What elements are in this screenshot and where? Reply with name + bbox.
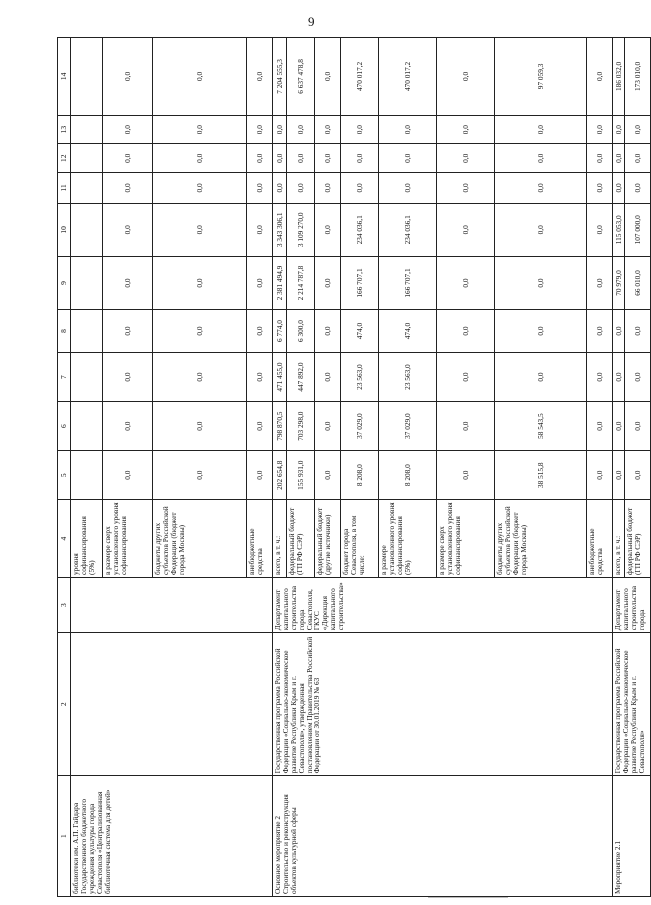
column-number: 4	[58, 500, 71, 578]
amount-cell: 0,0	[495, 115, 587, 144]
amount-cell: 166 707,1	[379, 256, 437, 309]
amount-cell: 0,0	[287, 173, 315, 204]
amount-cell	[71, 144, 103, 173]
activity-name: Мероприятие 2.1	[613, 776, 651, 897]
amount-cell: 0,0	[379, 115, 437, 144]
amount-cell: 0,0	[495, 144, 587, 173]
amount-cell: 0,0	[103, 115, 153, 144]
amount-cell: 0,0	[437, 115, 495, 144]
funding-source: всего, в т. ч.:	[613, 500, 625, 578]
funding-source: внебюджетные средства	[247, 500, 273, 578]
amount-cell: 0,0	[153, 144, 247, 173]
amount-cell: 0,0	[341, 144, 379, 173]
amount-cell: 0,0	[625, 115, 651, 144]
amount-cell: 0,0	[587, 310, 613, 353]
page-number: 9	[308, 14, 315, 29]
amount-cell: 0,0	[247, 402, 273, 451]
amount-cell: 155 931,0	[287, 451, 315, 500]
amount-cell: 0,0	[495, 256, 587, 309]
column-number: 11	[58, 173, 71, 204]
column-number: 6	[58, 402, 71, 451]
amount-cell: 0,0	[315, 38, 341, 116]
amount-cell: 0,0	[287, 144, 315, 173]
amount-cell: 0,0	[625, 451, 651, 500]
amount-cell: 202 654,8	[273, 451, 287, 500]
amount-cell: 0,0	[315, 310, 341, 353]
amount-cell: 474,0	[379, 310, 437, 353]
amount-cell: 0,0	[103, 256, 153, 309]
amount-cell: 8 208,0	[379, 451, 437, 500]
funding-source: федеральный бюджет (другие источники)	[315, 500, 341, 578]
funding-source: в размере установленного уровня софинансирования (5%)	[379, 500, 437, 578]
amount-cell: 7 204 555,3	[273, 38, 287, 116]
amount-cell: 66 010,0	[625, 256, 651, 309]
amount-cell: 97 059,3	[495, 38, 587, 116]
amount-cell: 0,0	[613, 451, 625, 500]
amount-cell: 234 036,1	[341, 203, 379, 256]
amount-cell: 0,0	[247, 144, 273, 173]
amount-cell: 0,0	[437, 310, 495, 353]
amount-cell: 0,0	[625, 144, 651, 173]
amount-cell	[71, 256, 103, 309]
amount-cell: 0,0	[437, 38, 495, 116]
amount-cell: 0,0	[587, 144, 613, 173]
table-row	[613, 38, 625, 897]
amount-cell: 0,0	[153, 451, 247, 500]
amount-cell: 0,0	[273, 173, 287, 204]
amount-cell: 0,0	[495, 173, 587, 204]
amount-cell	[71, 173, 103, 204]
funding-source: в размере сверх установленного уровня софинансирования	[103, 500, 153, 578]
amount-cell: 0,0	[247, 310, 273, 353]
amount-cell: 2 381 494,9	[273, 256, 287, 309]
amount-cell: 0,0	[587, 353, 613, 402]
funding-source: внебюджетные средства	[587, 500, 613, 578]
column-number: 12	[58, 144, 71, 173]
amount-cell: 470 017,2	[379, 38, 437, 116]
amount-cell: 470 017,2	[341, 38, 379, 116]
amount-cell: 0,0	[587, 115, 613, 144]
amount-cell: 0,0	[437, 173, 495, 204]
column-number: 10	[58, 203, 71, 256]
amount-cell	[71, 115, 103, 144]
amount-cell: 0,0	[613, 115, 625, 144]
amount-cell: 0,0	[587, 203, 613, 256]
amount-cell: 0,0	[379, 173, 437, 204]
column-number: 13	[58, 115, 71, 144]
amount-cell: 0,0	[315, 353, 341, 402]
amount-cell: 0,0	[247, 256, 273, 309]
amount-cell: 0,0	[495, 310, 587, 353]
amount-cell: 23 563,0	[341, 353, 379, 402]
amount-cell	[71, 353, 103, 402]
amount-cell: 0,0	[625, 402, 651, 451]
column-number: 9	[58, 256, 71, 309]
amount-cell: 37 029,0	[341, 402, 379, 451]
amount-cell: 0,0	[273, 144, 287, 173]
amount-cell: 0,0	[587, 256, 613, 309]
amount-cell: 0,0	[437, 402, 495, 451]
amount-cell: 0,0	[315, 203, 341, 256]
amount-cell: 0,0	[153, 115, 247, 144]
amount-cell: 0,0	[153, 173, 247, 204]
funding-source: уровня софинансирования (5%)	[71, 500, 103, 578]
amount-cell	[71, 402, 103, 451]
amount-cell: 0,0	[495, 353, 587, 402]
amount-cell: 0,0	[587, 173, 613, 204]
amount-cell: 234 036,1	[379, 203, 437, 256]
amount-cell: 447 892,0	[287, 353, 315, 402]
amount-cell: 0,0	[153, 310, 247, 353]
amount-cell: 0,0	[103, 451, 153, 500]
column-number: 2	[58, 633, 71, 776]
table-row	[273, 38, 287, 897]
amount-cell: 798 870,5	[273, 402, 287, 451]
amount-cell: 0,0	[613, 402, 625, 451]
amount-cell: 166 707,1	[341, 256, 379, 309]
amount-cell: 0,0	[153, 38, 247, 116]
executor-name: Департамент капитального строительства города	[613, 577, 651, 632]
amount-cell: 58 543,5	[495, 402, 587, 451]
rotated-table-wrapper	[57, 37, 646, 897]
amount-cell: 0,0	[153, 353, 247, 402]
amount-cell: 0,0	[103, 38, 153, 116]
amount-cell: 107 000,0	[625, 203, 651, 256]
amount-cell: 0,0	[341, 173, 379, 204]
amount-cell: 0,0	[315, 173, 341, 204]
program-name	[71, 633, 273, 776]
amount-cell: 0,0	[613, 144, 625, 173]
amount-cell: 474,0	[341, 310, 379, 353]
amount-cell: 0,0	[625, 353, 651, 402]
amount-cell: 0,0	[315, 402, 341, 451]
amount-cell: 0,0	[247, 38, 273, 116]
amount-cell: 0,0	[247, 173, 273, 204]
amount-cell	[71, 203, 103, 256]
amount-cell: 115 053,0	[613, 203, 625, 256]
amount-cell: 0,0	[103, 203, 153, 256]
funding-source: бюджет города Севастополя, в том числе:	[341, 500, 379, 578]
amount-cell: 0,0	[437, 353, 495, 402]
amount-cell: 0,0	[341, 115, 379, 144]
amount-cell: 471 455,0	[273, 353, 287, 402]
activity-name: библиотеки им. А.П. Гайдара Государственного бюджетного учреждения культуры города Севастополя «Централизованная библиотечная система для детей»	[71, 776, 273, 897]
amount-cell: 38 515,8	[495, 451, 587, 500]
amount-cell: 0,0	[153, 402, 247, 451]
amount-cell: 0,0	[587, 451, 613, 500]
amount-cell	[71, 38, 103, 116]
funding-source: бюджеты других субъектов Российской Федерации (бюджет города Москвы)	[495, 500, 587, 578]
amount-cell: 0,0	[625, 173, 651, 204]
amount-cell: 0,0	[613, 353, 625, 402]
amount-cell: 0,0	[247, 353, 273, 402]
amount-cell: 0,0	[153, 203, 247, 256]
column-number: 7	[58, 353, 71, 402]
amount-cell: 0,0	[613, 173, 625, 204]
amount-cell: 0,0	[247, 115, 273, 144]
amount-cell: 703 298,0	[287, 402, 315, 451]
amount-cell: 0,0	[103, 310, 153, 353]
amount-cell: 0,0	[247, 203, 273, 256]
program-name: Государственная программа Российской Федерации «Социально-экономическое развитие Республики Крым и г. Севастополя», утвержденная постановлением Правительства Российской Федерации от 30.01.2019 № 63	[273, 633, 613, 776]
amount-cell	[71, 451, 103, 500]
amount-cell: 2 214 787,8	[287, 256, 315, 309]
amount-cell: 0,0	[315, 144, 341, 173]
amount-cell: 0,0	[315, 256, 341, 309]
column-number: 3	[58, 577, 71, 632]
executor-name: Департамент капитального строительства города Севастополя, ГКУС «Дирекция капитального строительства»	[273, 577, 613, 632]
amount-cell: 0,0	[287, 115, 315, 144]
amount-cell: 173 010,0	[625, 38, 651, 116]
amount-cell: 23 563,0	[379, 353, 437, 402]
column-number: 5	[58, 451, 71, 500]
amount-cell: 0,0	[153, 256, 247, 309]
program-name: Государственная программа Российской Федерации «Социально-экономическое развитие Республики Крым и г. Севастополя»	[613, 633, 651, 776]
amount-cell: 0,0	[315, 115, 341, 144]
activity-name: Основное мероприятие 2 Строительство и реконструкция объектов культурной сферы	[273, 776, 613, 897]
amount-cell: 0,0	[587, 402, 613, 451]
table-row	[71, 38, 103, 897]
amount-cell: 0,0	[625, 310, 651, 353]
amount-cell: 37 029,0	[379, 402, 437, 451]
amount-cell: 0,0	[495, 203, 587, 256]
bottom-rule	[428, 897, 508, 898]
amount-cell: 0,0	[103, 173, 153, 204]
funding-source: всего, в т. ч.:	[273, 500, 287, 578]
funding-source: в размере сверх установленного уровня софинансирования	[437, 500, 495, 578]
amount-cell: 8 208,0	[341, 451, 379, 500]
amount-cell: 0,0	[613, 310, 625, 353]
amount-cell: 0,0	[437, 256, 495, 309]
funding-source: федеральный бюджет (ГП РФ СЭР)	[287, 500, 315, 578]
column-number: 8	[58, 310, 71, 353]
budget-table	[57, 37, 651, 897]
amount-cell: 0,0	[273, 115, 287, 144]
amount-cell: 70 979,0	[613, 256, 625, 309]
header-row	[58, 38, 71, 897]
amount-cell: 0,0	[379, 144, 437, 173]
amount-cell: 3 109 270,0	[287, 203, 315, 256]
amount-cell: 0,0	[437, 203, 495, 256]
amount-cell: 0,0	[103, 144, 153, 173]
amount-cell: 6 300,0	[287, 310, 315, 353]
amount-cell: 0,0	[437, 451, 495, 500]
amount-cell: 0,0	[587, 38, 613, 116]
amount-cell: 0,0	[103, 353, 153, 402]
executor-name	[71, 577, 273, 632]
amount-cell: 6 774,0	[273, 310, 287, 353]
amount-cell: 186 032,0	[613, 38, 625, 116]
amount-cell: 0,0	[247, 451, 273, 500]
column-number: 14	[58, 38, 71, 116]
funding-source: бюджеты других субъектов Российской Федерации (бюджет города Москвы)	[153, 500, 247, 578]
amount-cell	[71, 310, 103, 353]
amount-cell: 3 343 306,1	[273, 203, 287, 256]
column-number: 1	[58, 776, 71, 897]
amount-cell: 0,0	[103, 402, 153, 451]
amount-cell: 6 637 478,8	[287, 38, 315, 116]
funding-source: федеральный бюджет (ГП РФ СЭР)	[625, 500, 651, 578]
amount-cell: 0,0	[315, 451, 341, 500]
amount-cell: 0,0	[437, 144, 495, 173]
